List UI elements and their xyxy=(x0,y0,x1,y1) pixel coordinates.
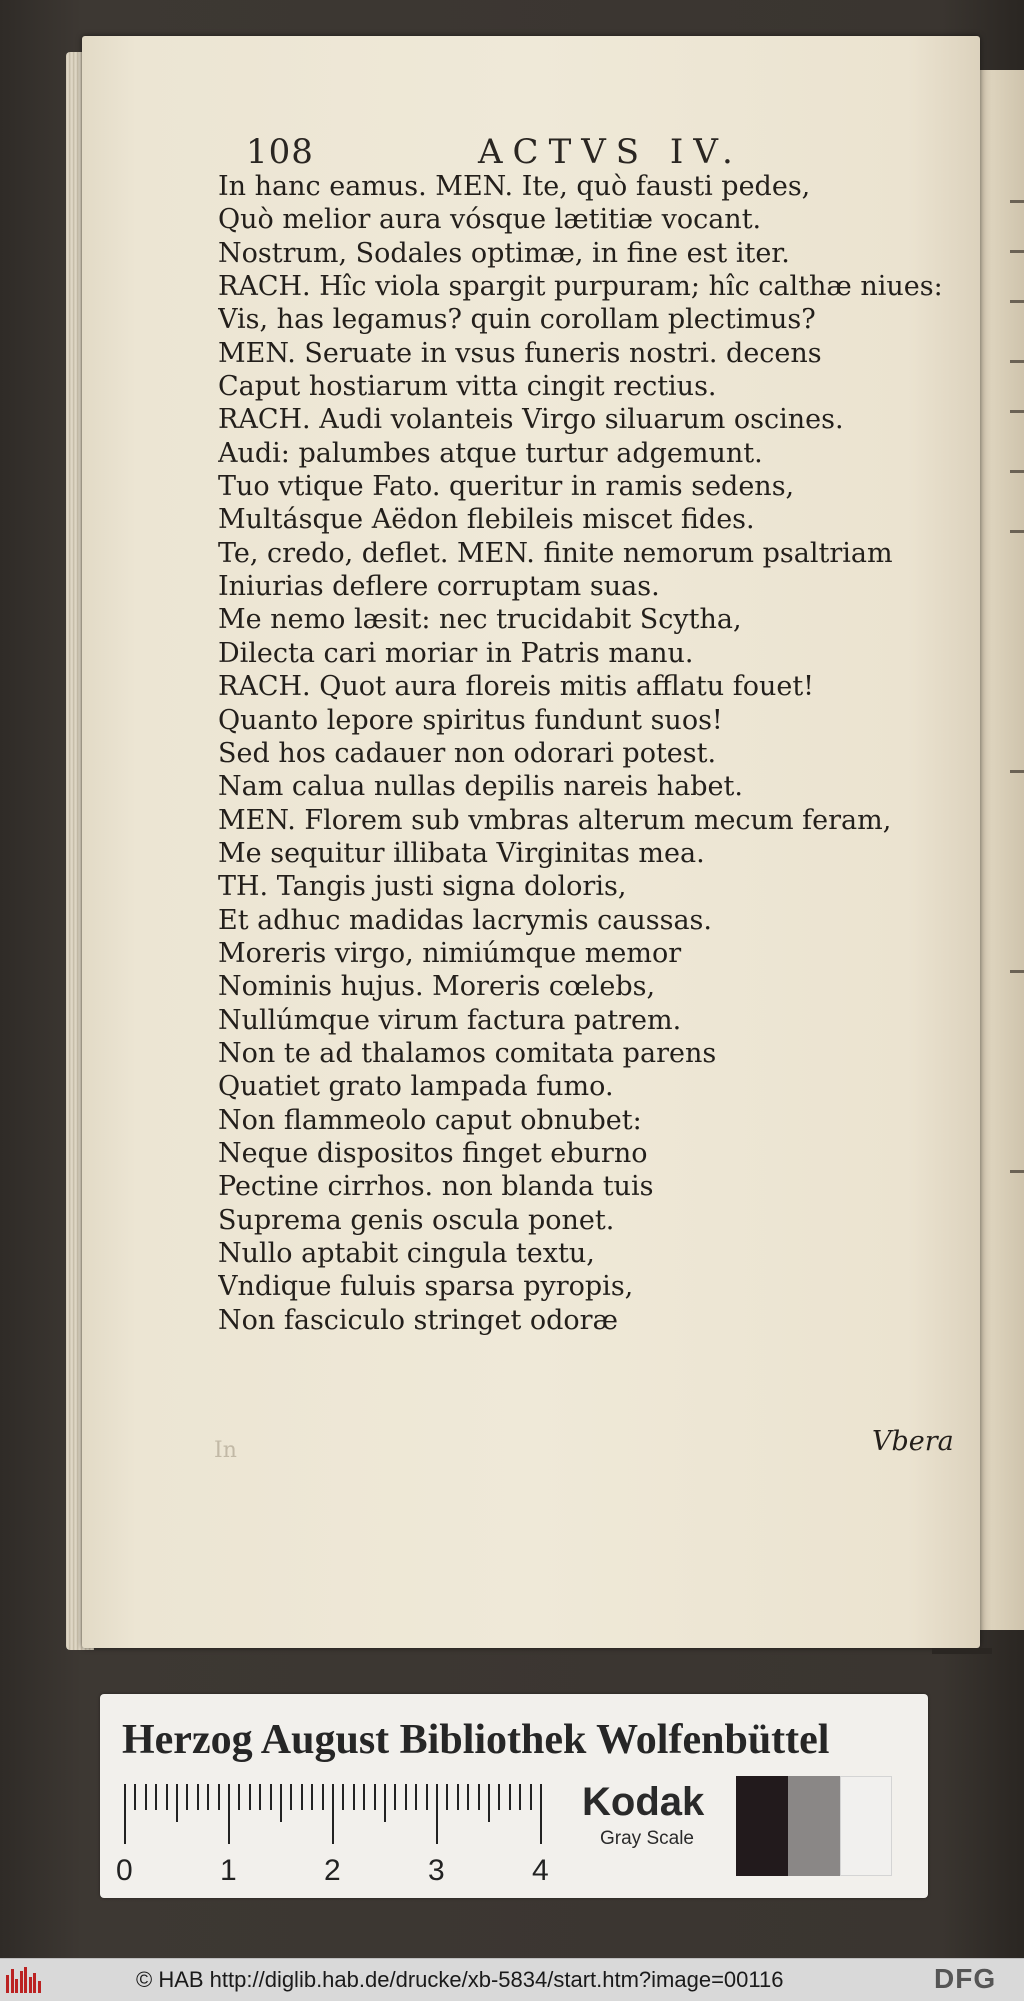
ruler-tick xyxy=(498,1784,500,1810)
verse-line: Dilecta cari moriar in Patris manu. xyxy=(218,637,694,669)
ruler-tick xyxy=(540,1784,542,1844)
ruler-tick xyxy=(186,1784,188,1810)
verse-line: Iniurias deflere corruptam suas. xyxy=(218,571,660,603)
ruler-number: 0 xyxy=(116,1854,133,1887)
kodak-logo: Kodak xyxy=(582,1780,705,1824)
ruler-tick xyxy=(145,1784,147,1810)
ruler-tick xyxy=(207,1784,209,1810)
verse-line: Et adhuc madidas lacrymis caussas. xyxy=(218,904,712,936)
ruler-number: 1 xyxy=(220,1854,237,1887)
ruler-tick xyxy=(353,1784,355,1810)
footer-copyright[interactable]: © HAB http://diglib.hab.de/drucke/xb-5834/start.htm?image=00116 xyxy=(136,1967,784,1992)
ruler-tick xyxy=(374,1784,376,1810)
ruler-tick xyxy=(290,1784,292,1810)
ruler-tick xyxy=(238,1784,240,1810)
act-title: ACTVS IV. xyxy=(478,132,743,172)
verse-line: Moreris virgo, nimiúmque memor xyxy=(218,937,682,969)
verse-line: Nominis hujus. Moreris cœlebs, xyxy=(218,971,656,1003)
verse-line: Multásque Aëdon flebileis miscet fides. xyxy=(218,504,755,536)
verse-line: RACH. Audi volanteis Virgo siluarum oscines. xyxy=(218,404,844,436)
verse-line: Me nemo læsit: nec trucidabit Scytha, xyxy=(218,604,742,636)
verse-line: Audi: palumbes atque turtur adgemunt. xyxy=(218,437,763,469)
ruler-tick xyxy=(197,1784,199,1810)
verse-line: Me sequitur illibata Virginitas mea. xyxy=(218,837,705,869)
ruler-tick xyxy=(394,1784,396,1810)
ruler-tick xyxy=(384,1784,386,1822)
verse-line: In hanc eamus. MEN. Ite, quò fausti pedes, xyxy=(218,171,811,202)
verse-line: Sed hos cadauer non odorari potest. xyxy=(218,737,717,769)
ruler-tick xyxy=(322,1784,324,1810)
verse-line: Quanto lepore spiritus fundunt suos! xyxy=(218,704,723,736)
verse-line: Non te ad thalamos comitata parens xyxy=(218,1037,717,1069)
library-name: Herzog August Bibliothek Wolfenbüttel xyxy=(122,1717,830,1763)
verse-line: MEN. Florem sub vmbras alterum mecum feram, xyxy=(218,804,892,836)
ruler-tick xyxy=(301,1784,303,1810)
verse-line: Non fasciculo stringet odoræ xyxy=(218,1304,618,1336)
ruler-tick xyxy=(530,1784,532,1810)
footer-bar xyxy=(0,1958,1024,2001)
verse-line: Neque dispositos finget eburno xyxy=(218,1137,648,1169)
ruler-tick xyxy=(509,1784,511,1810)
ruler-tick xyxy=(228,1784,230,1844)
verse-line: Nullúmque virum factura patrem. xyxy=(218,1004,682,1036)
verse-line: Quatiet grato lampada fumo. xyxy=(218,1071,614,1103)
ruler-tick xyxy=(467,1784,469,1810)
ruler-tick xyxy=(249,1784,251,1810)
ruler-tick xyxy=(519,1784,521,1810)
ruler-tick xyxy=(166,1784,168,1810)
verse-line: Nostrum, Sodales optimæ, in fine est iter. xyxy=(218,237,790,269)
verse-line: Suprema genis oscula ponet. xyxy=(218,1204,615,1236)
verse-line: RACH. Hîc viola spargit purpuram; hîc calthæ niues: xyxy=(218,271,943,303)
ruler-tick xyxy=(457,1784,459,1810)
verse-line: Nam calua nullas depilis nareis habet. xyxy=(218,771,743,803)
verse-text xyxy=(218,170,958,1337)
verse-line: TH. Tangis justi signa doloris, xyxy=(218,871,627,903)
page-number: 108 xyxy=(246,132,314,172)
swatch-gray xyxy=(788,1776,840,1876)
gray-scale-label: Gray Scale xyxy=(600,1828,694,1849)
verse-line: MEN. Seruate in vsus funeris nostri. decens xyxy=(218,337,822,369)
ruler-tick xyxy=(446,1784,448,1810)
verse-line: Pectine cirrhos. non blanda tuis xyxy=(218,1171,654,1203)
verse-line: Quò melior aura vósque lætitiæ vocant. xyxy=(218,204,762,236)
ruler-tick xyxy=(270,1784,272,1810)
ruler-tick xyxy=(436,1784,438,1844)
ruler-number: 3 xyxy=(428,1854,445,1887)
verse-line: Caput hostiarum vitta cingit rectius. xyxy=(218,371,717,403)
ruler-tick xyxy=(280,1784,282,1822)
verse-line: Vis, has legamus? quin corollam plectimus? xyxy=(218,304,816,336)
ruler-tick xyxy=(134,1784,136,1810)
color-calibration-target xyxy=(100,1694,928,1898)
measurement-ruler xyxy=(116,1784,549,1887)
ruler-tick xyxy=(363,1784,365,1810)
verse-line: Tuo vtique Fato. queritur in ramis sedens, xyxy=(218,471,795,503)
hab-logo-icon xyxy=(6,1967,42,1993)
ruler-number: 2 xyxy=(324,1854,341,1887)
ruler-tick xyxy=(124,1784,126,1844)
swatch-white xyxy=(840,1776,892,1876)
page-shadow xyxy=(932,1648,992,1654)
ruler-tick xyxy=(426,1784,428,1810)
ruler-tick xyxy=(155,1784,157,1810)
ruler-tick xyxy=(176,1784,178,1822)
ruler-tick xyxy=(405,1784,407,1810)
ruler-tick xyxy=(478,1784,480,1810)
verse-line: Non flammeolo caput obnubet: xyxy=(218,1104,642,1136)
faint-offset-text: In xyxy=(214,1438,237,1463)
dfg-logo: DFG xyxy=(934,1963,997,1994)
ruler-tick xyxy=(332,1784,334,1844)
ruler-number: 4 xyxy=(532,1854,549,1887)
verse-line: RACH. Quot aura floreis mitis afflatu fouet! xyxy=(218,671,815,703)
ruler-tick xyxy=(259,1784,261,1810)
verse-line: Nullo aptabit cingula textu, xyxy=(218,1238,595,1269)
ruler-tick xyxy=(311,1784,313,1810)
ruler-tick xyxy=(415,1784,417,1810)
verse-line: Te, credo, deflet. MEN. finite nemorum psaltriam xyxy=(218,537,893,569)
ruler-tick xyxy=(218,1784,220,1810)
ruler-tick xyxy=(488,1784,490,1822)
catchword: Vbera xyxy=(872,1426,954,1457)
verse-line: Vndique fuluis sparsa pyropis, xyxy=(218,1271,634,1303)
ruler-tick xyxy=(342,1784,344,1810)
swatch-black xyxy=(736,1776,788,1876)
